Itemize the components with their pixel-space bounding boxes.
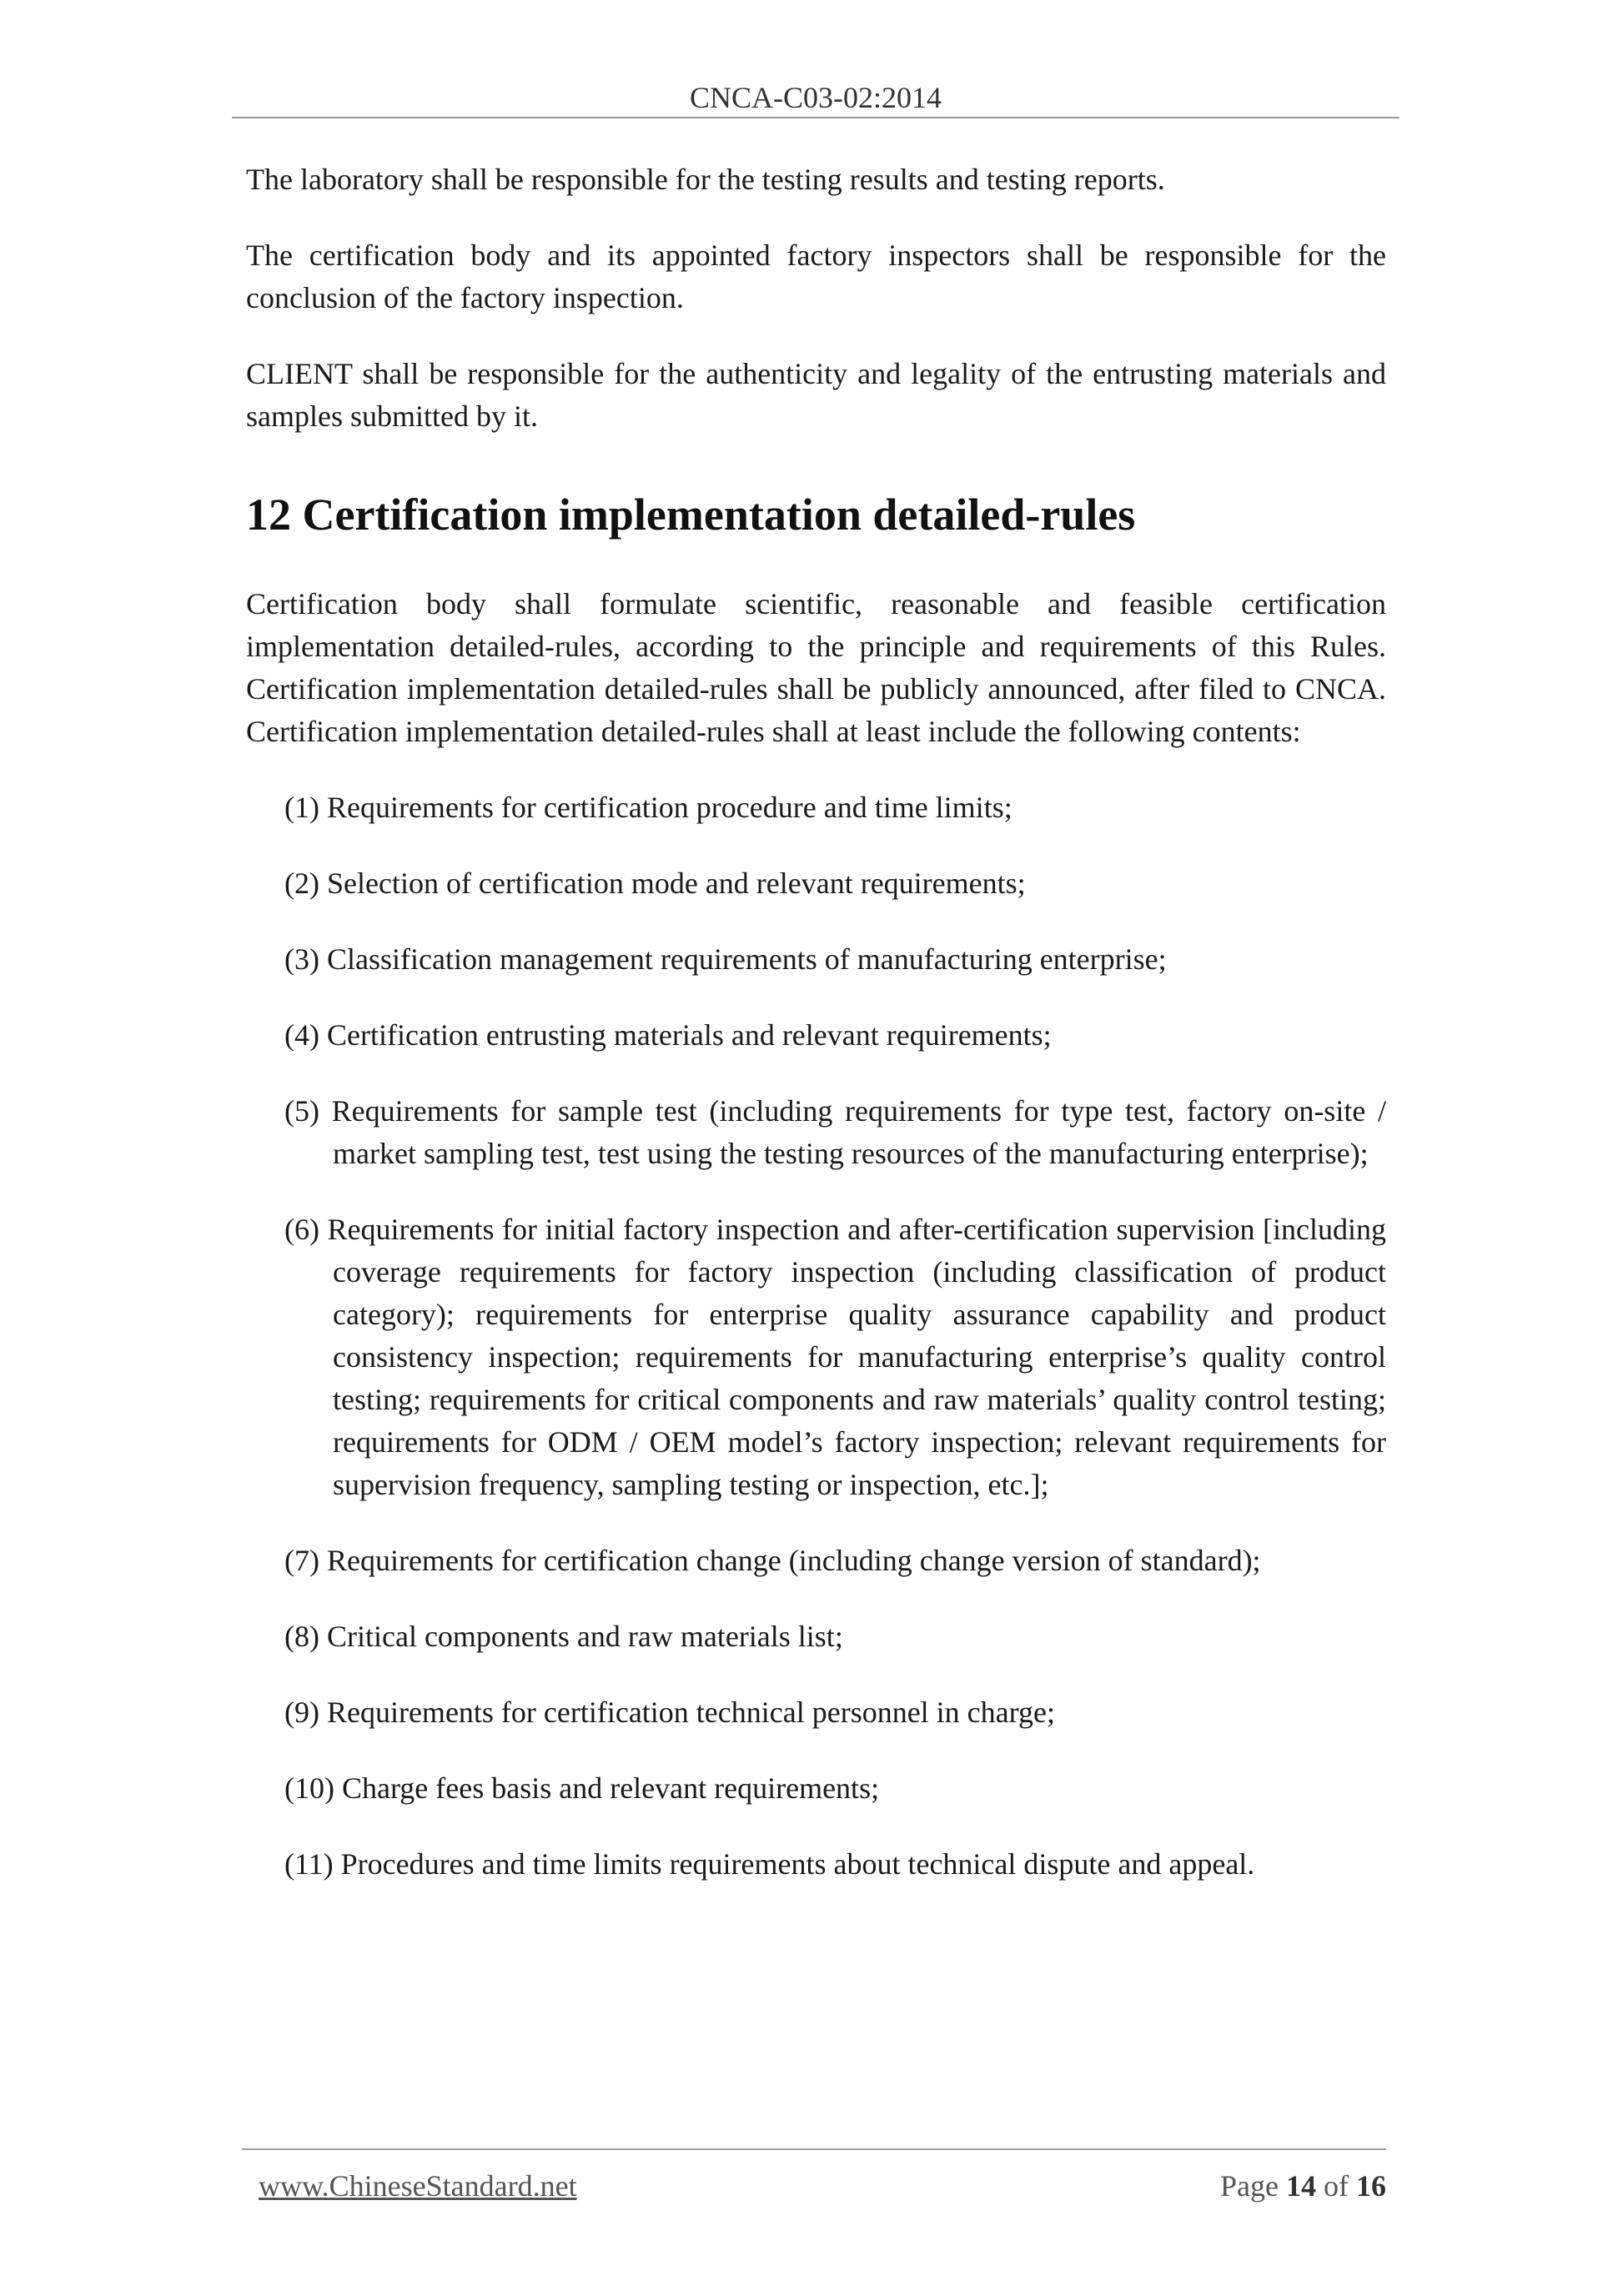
- list-item: (2) Selection of certification mode and relevant requirements;: [284, 867, 1026, 900]
- list-item: (4) Certification entrusting materials and relevant requirements;: [284, 1018, 1052, 1052]
- list-item: (9) Requirements for certification technical personnel in charge;: [284, 1696, 1055, 1729]
- list-item: (7) Requirements for certification change (including change version of standard);: [284, 1544, 1261, 1577]
- total-page-number: 16: [1356, 2169, 1386, 2203]
- list-item: (6) Requirements for initial factory inspection and after-certification supervision [including coverage requirements for factory inspection (including classification of product category); requirements for enterprise quality assurance capability and product consistency inspection; requirements for manufacturing enterprise’s quality control testing; requirements for critical components and raw materials’ quality control testing; requirements for ODM / OEM model’s factory inspection; relevant requirements for supervision frequency, sampling testing or inspection, etc.];: [284, 1213, 1386, 1501]
- current-page-number: 14: [1286, 2169, 1316, 2203]
- paragraph-laboratory: The laboratory shall be responsible for the testing results and testing reports.: [246, 163, 1165, 196]
- document-code-header: CNCA-C03-02:2014: [689, 81, 942, 114]
- paragraph-certification-body: The certification body and its appointed factory inspectors shall be responsible for the conclusion of the factory inspection.: [246, 239, 1386, 314]
- header-divider: [232, 117, 1399, 118]
- list-item: (5) Requirements for sample test (including requirements for type test, factory on-site / market sampling test, test using the testing resources of the manufacturing enterprise);: [284, 1094, 1386, 1170]
- page-word: Page: [1220, 2169, 1279, 2203]
- footer-divider: [242, 2148, 1386, 2150]
- section-heading: 12 Certification implementation detailed-rules: [246, 490, 1136, 540]
- website-link[interactable]: www.ChineseStandard.net: [259, 2169, 577, 2203]
- requirements-list: [246, 786, 1386, 1886]
- page-number: [1220, 2168, 1386, 2203]
- page-body: [246, 158, 1386, 1919]
- list-item: (11) Procedures and time limits requirements about technical dispute and appeal.: [284, 1847, 1255, 1881]
- list-item: (8) Critical components and raw materials list;: [284, 1620, 843, 1653]
- list-item: (10) Charge fees basis and relevant requirements;: [284, 1771, 880, 1805]
- of-word: of: [1324, 2169, 1349, 2203]
- section-intro: Certification body shall formulate scientific, reasonable and feasible certification implementation detailed-rules, according to the principle and requirements of this Rules. Certification implementation detailed-rules shall be publicly announced, after filed to CNCA. Certification implementation detailed-rules shall at least include the following contents:: [246, 587, 1386, 748]
- list-item: (3) Classification management requirements of manufacturing enterprise;: [284, 942, 1167, 976]
- list-item: (1) Requirements for certification procedure and time limits;: [284, 791, 1012, 824]
- paragraph-client: CLIENT shall be responsible for the authenticity and legality of the entrusting materials and samples submitted by it.: [246, 357, 1386, 433]
